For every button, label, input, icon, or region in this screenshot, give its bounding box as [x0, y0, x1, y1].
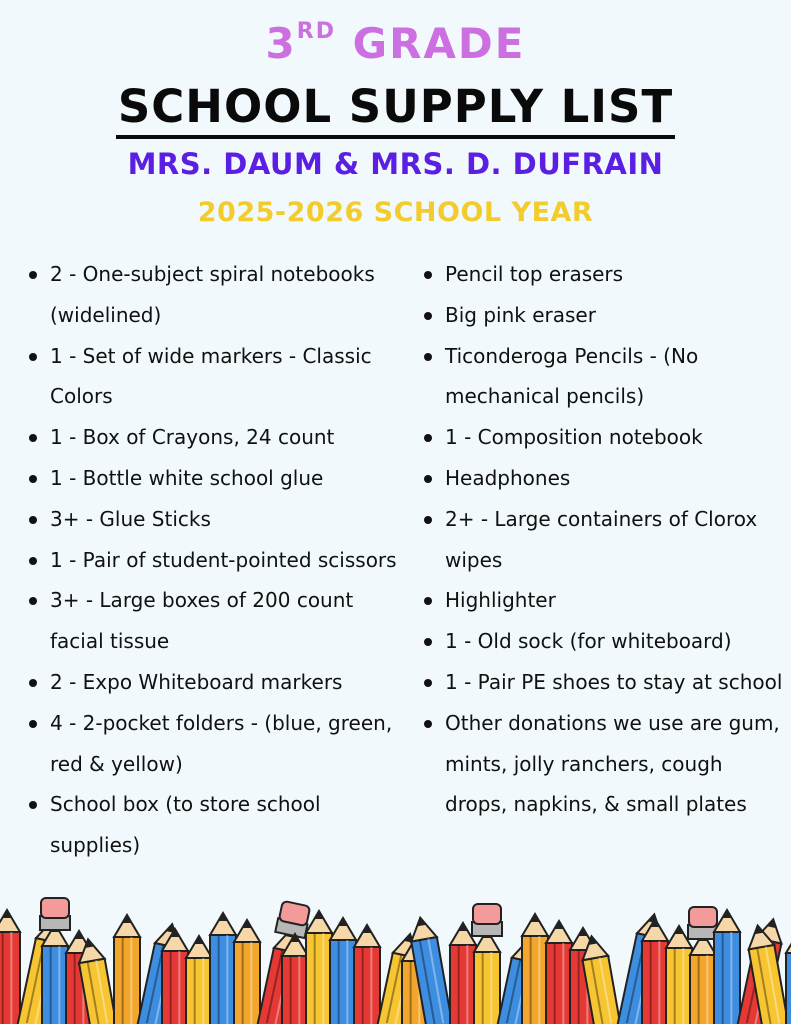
list-item: Highlighter — [425, 580, 791, 621]
pencil-icon — [666, 926, 692, 1024]
pencil-icon — [472, 904, 502, 1024]
list-item: School box (to store school supplies) — [30, 784, 400, 866]
list-item: 2 - Expo Whiteboard markers — [30, 662, 400, 703]
pencil-icon — [186, 936, 212, 1024]
school-year-heading: 2025-2026 SCHOOL YEAR — [197, 197, 594, 228]
list-item: 2+ - Large containers of Clorox wipes — [425, 499, 791, 581]
list-item: 1 - Box of Crayons, 24 count — [30, 417, 400, 458]
pencil-icon — [450, 923, 476, 1024]
pencil-icon — [162, 929, 188, 1024]
supply-list-left — [30, 254, 400, 866]
list-item: 1 - Bottle white school glue — [30, 458, 400, 499]
pencil-icon — [522, 914, 548, 1024]
pencil-icon — [210, 913, 236, 1024]
list-item: Ticonderoga Pencils - (No mechanical pencils) — [425, 336, 791, 418]
list-item: Big pink eraser — [425, 295, 791, 336]
pencil-icon — [546, 921, 572, 1024]
pencil-icon — [234, 920, 260, 1024]
list-item: Headphones — [425, 458, 791, 499]
list-item: 2 - One-subject spiral notebooks (widelined) — [30, 254, 400, 336]
page-title-text: SCHOOL SUPPLY LIST — [116, 80, 675, 139]
pencil-icon — [642, 919, 668, 1024]
list-item: 1 - Pair PE shoes to stay at school — [425, 662, 791, 703]
grade-suffix: RD — [296, 19, 336, 44]
list-item: 1 - Pair of student-pointed scissors — [30, 540, 400, 581]
pencil-icon — [714, 910, 740, 1024]
grade-number: 3 — [265, 19, 297, 68]
supply-list-right — [425, 254, 791, 825]
list-item: 4 - 2-pocket folders - (blue, green, red & yellow) — [30, 703, 400, 785]
pencil-icon — [330, 918, 356, 1024]
pencil-icon — [786, 931, 791, 1024]
list-item: Pencil top erasers — [425, 254, 791, 295]
pencil-icon — [354, 925, 380, 1024]
pencil-icon — [114, 915, 140, 1024]
pencil-border-decoration — [0, 888, 791, 1024]
pencil-icon — [0, 910, 20, 1024]
grade-heading — [0, 18, 791, 70]
list-item: Other donations we use are gum, mints, jolly ranchers, cough drops, napkins, & small plates — [425, 703, 791, 825]
pencil-icon — [306, 911, 332, 1024]
list-item: 1 - Set of wide markers - Classic Colors — [30, 336, 400, 418]
grade-word: GRADE — [352, 19, 526, 68]
list-item: 3+ - Large boxes of 200 count facial tissue — [30, 580, 400, 662]
teachers-heading: MRS. DAUM & MRS. D. DUFRAIN — [127, 147, 664, 181]
list-item: 3+ - Glue Sticks — [30, 499, 400, 540]
page-title — [0, 78, 791, 146]
list-item: 1 - Old sock (for whiteboard) — [425, 621, 791, 662]
list-item: 1 - Composition notebook — [425, 417, 791, 458]
pencil-icon — [282, 934, 308, 1024]
